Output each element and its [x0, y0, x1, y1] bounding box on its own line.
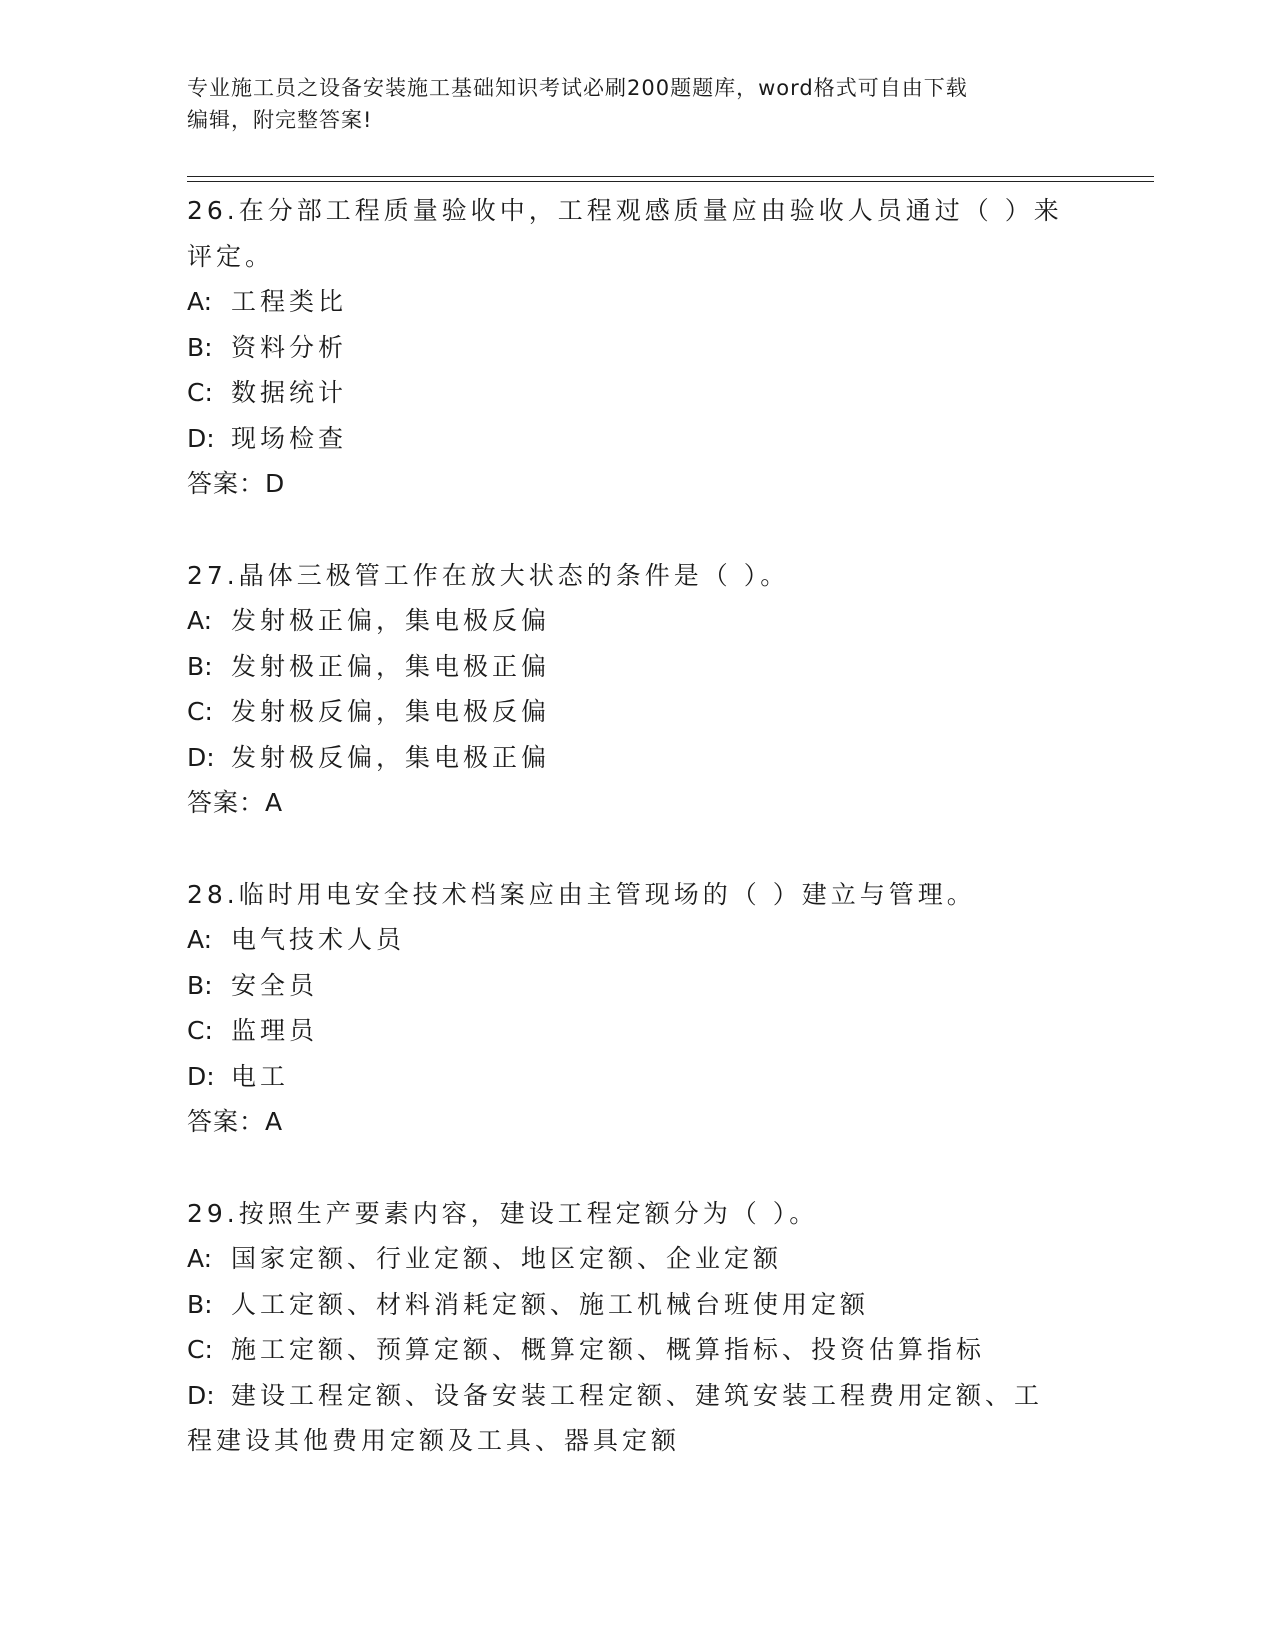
option-label: B:	[187, 651, 213, 681]
question-28	[187, 872, 1067, 1145]
option-label: D:	[187, 423, 215, 453]
header-divider-bottom	[187, 181, 1154, 182]
option-text: 人工定额、材料消耗定额、施工机械台班使用定额	[231, 1289, 870, 1319]
option-label: B:	[187, 1289, 213, 1319]
option-label: A:	[187, 925, 213, 954]
option-text: 数据统计	[231, 378, 348, 407]
option-d	[187, 1373, 1067, 1464]
option-b	[187, 1282, 1067, 1328]
option-a	[187, 598, 1067, 644]
option-c	[187, 370, 1067, 416]
question-stem: 27.晶体三极管工作在放大状态的条件是（ ）。	[187, 560, 790, 590]
answer-line: 答案：A	[187, 1107, 284, 1136]
option-a	[187, 279, 1067, 325]
answer-line: 答案：A	[187, 788, 284, 817]
option-label: A:	[187, 606, 213, 635]
question-29	[187, 1191, 1067, 1464]
question-list	[187, 188, 1067, 1510]
answer-line: 答案：D	[187, 469, 286, 498]
question-27	[187, 553, 1067, 826]
option-label: D:	[187, 742, 215, 772]
option-text: 发射极正偏，集电极反偏	[231, 606, 551, 635]
option-c	[187, 689, 1067, 735]
option-label: D:	[187, 1380, 215, 1410]
option-text: 电工	[231, 1061, 290, 1091]
option-text: 发射极反偏，集电极反偏	[231, 697, 551, 726]
question-stem: 29.按照生产要素内容，建设工程定额分为（ ）。	[187, 1198, 819, 1228]
question-stem: 26.在分部工程质量验收中，工程观感质量应由验收人员通过（ ）来评定。	[187, 196, 1063, 271]
option-b	[187, 325, 1067, 371]
header-divider-top	[187, 176, 1154, 177]
document-header	[187, 72, 1067, 136]
option-c	[187, 1008, 1067, 1054]
option-label: D:	[187, 1061, 215, 1091]
option-b	[187, 644, 1067, 690]
option-text: 电气技术人员	[231, 925, 406, 954]
option-text: 发射极反偏，集电极正偏	[231, 742, 551, 772]
option-text: 工程类比	[231, 287, 348, 316]
option-label: C:	[187, 1016, 213, 1045]
option-text: 资料分析	[231, 332, 348, 362]
option-text: 建设工程定额、设备安装工程定额、建筑安装工程费用定额、工程建设其他费用定额及工具、器具定额	[187, 1380, 1044, 1455]
header-line-2: 编辑，附完整答案!	[187, 108, 373, 132]
option-label: B:	[187, 970, 213, 1000]
option-a	[187, 917, 1067, 963]
question-26	[187, 188, 1067, 507]
option-b	[187, 963, 1067, 1009]
option-c	[187, 1327, 1067, 1373]
option-text: 现场检查	[231, 423, 348, 453]
option-label: B:	[187, 332, 213, 362]
option-text: 发射极正偏，集电极正偏	[231, 651, 551, 681]
option-label: A:	[187, 287, 213, 316]
option-text: 国家定额、行业定额、地区定额、企业定额	[231, 1244, 783, 1273]
option-label: A:	[187, 1244, 213, 1273]
option-text: 监理员	[231, 1016, 319, 1045]
header-line-1: 专业施工员之设备安装施工基础知识考试必刷200题题库，word格式可自由下载	[187, 76, 968, 100]
option-a	[187, 1236, 1067, 1282]
question-stem: 28.临时用电安全技术档案应由主管现场的（ ）建立与管理。	[187, 879, 976, 909]
option-label: C:	[187, 378, 213, 407]
option-d	[187, 1054, 1067, 1100]
option-label: C:	[187, 697, 213, 726]
option-d	[187, 735, 1067, 781]
option-text: 安全员	[231, 970, 319, 1000]
option-d	[187, 416, 1067, 462]
option-label: C:	[187, 1335, 213, 1364]
option-text: 施工定额、预算定额、概算定额、概算指标、投资估算指标	[231, 1335, 986, 1364]
